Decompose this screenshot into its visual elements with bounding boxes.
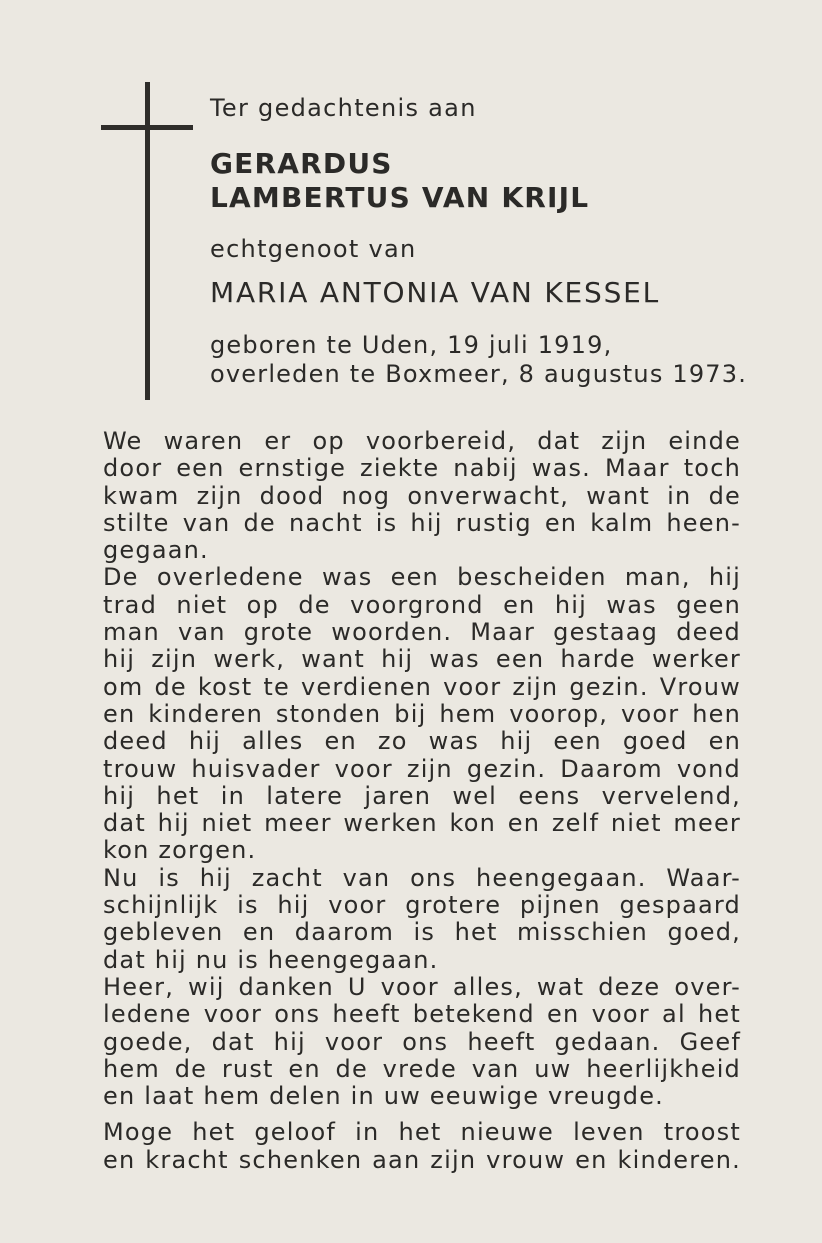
memorial-text-line: goede, dat hij voor ons heeft gedaan. Geef [103, 1027, 741, 1056]
life-dates [210, 331, 810, 389]
memorial-intro: Ter gedachtenis aan [210, 94, 477, 122]
death-line: overleden te Boxmeer, 8 augustus 1973. [210, 360, 748, 388]
memorial-text-line: man van grote woorden. Maar gestaag deed [103, 618, 741, 647]
memorial-text-line: en laat hem delen in uw eeuwige vreugde. [103, 1082, 665, 1111]
memorial-text-line: Nu is hij zacht van ons heengegaan. Waar- [103, 863, 741, 892]
memorial-text-line: gegaan. [103, 536, 209, 565]
memorial-text-line: en kinderen stonden bij hem voorop, voor hen [103, 699, 741, 728]
memorial-text-line: kon zorgen. [103, 836, 257, 865]
deceased-name-line-1: GERARDUS [210, 147, 393, 180]
birth-line: geboren te Uden, 19 juli 1919, [210, 331, 613, 359]
memorial-text-line: hij het in latere jaren wel eens vervelend, [103, 781, 741, 810]
memorial-text-line: om de kost te verdienen voor zijn gezin. Vrouw [103, 672, 741, 701]
memorial-text-line: schijnlijk is hij voor grotere pijnen gespaard [103, 891, 741, 920]
memorial-text-line: We waren er op voorbereid, dat zijn einde [103, 427, 741, 455]
memorial-text-line: hij zijn werk, want hij was een harde werker [103, 645, 741, 674]
memorial-text-line: en kracht schenken aan zijn vrouw en kinderen. [103, 1145, 741, 1174]
memorial-text-line: ledene voor ons heeft betekend en voor al het [103, 1000, 741, 1029]
deceased-name-line-2: LAMBERTUS VAN KRIJL [210, 181, 590, 214]
header-block [210, 92, 810, 389]
deceased-name [210, 147, 810, 215]
memorial-text-line: Heer, wij danken U voor alles, wat deze over- [103, 972, 741, 1001]
memorial-text-line: trad niet op de voorgrond en hij was geen [103, 590, 741, 619]
memorial-text-line: trouw huisvader voor zijn gezin. Daarom vond [103, 754, 741, 783]
memorial-text-line: deed hij alles en zo was hij een goed en [103, 727, 741, 756]
memorial-text-line: stilte van de nacht is hij rustig en kalm heen- [103, 508, 741, 537]
spouse-name: MARIA ANTONIA VAN KESSEL [210, 276, 661, 309]
memorial-text-line: Moge het geloof in het nieuwe leven troost [103, 1118, 741, 1147]
memorial-text-line: De overledene was een bescheiden man, hij [103, 563, 741, 592]
memorial-text-line: dat hij niet meer werken kon en zelf niet meer [103, 809, 741, 838]
memorial-text-line: dat hij nu is heengegaan. [103, 945, 439, 974]
cross-icon-horizontal-bar [101, 125, 193, 130]
memorial-text-line: hem de rust en de vrede van uw heerlijkheid [103, 1054, 741, 1083]
memorial-text-line: gebleven en daarom is het misschien goed, [103, 918, 741, 947]
memorial-text-line: door een ernstige ziekte nabij was. Maar toch [103, 454, 741, 483]
memorial-text [103, 428, 741, 1174]
relation-label: echtgenoot van [210, 235, 417, 263]
memorial-text-line: kwam zijn dood nog onverwacht, want in de [103, 481, 741, 510]
